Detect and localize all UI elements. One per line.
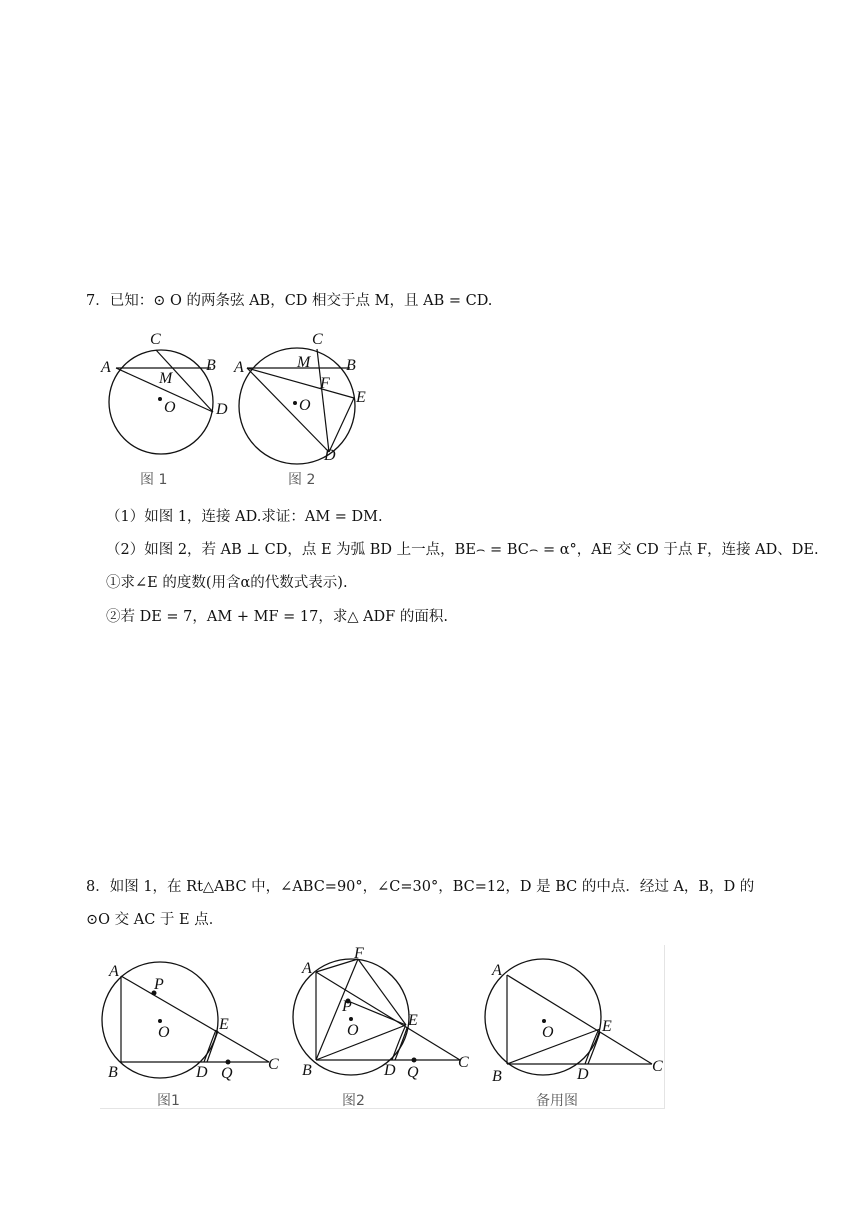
p8f3-label-O: O [542,1024,554,1041]
p8f1-label-C: C [268,1056,279,1073]
p8f2-label-C: C [458,1054,469,1071]
p8f3-label-B: B [492,1068,502,1085]
p8f1-label-A: A [109,963,119,980]
fig2-label-B: B [346,357,356,374]
p8f2-label-D: D [384,1062,396,1079]
problem7-sub1: ①求∠E 的度数(用含α的代数式表示). [106,575,348,591]
problem8-figure-3 [478,945,664,1108]
fig2-caption: 图 2 [288,472,316,488]
p8f1-label-E: E [219,1016,229,1033]
problem7-sub2: ②若 DE = 7，AM + MF = 17，求△ ADF 的面积. [106,609,448,625]
fig2-label-D: D [324,447,336,464]
p8f2-label-F: F [354,945,364,962]
problem7-stem: 7．已知：⊙ O 的两条弦 AB，CD 相交于点 M，且 AB = CD. [86,293,493,309]
p8f1-label-P: P [154,976,164,993]
p8f1-label-O: O [158,1024,170,1041]
problem7-part2: （2）如图 2，若 AB ⊥ CD，点 E 为弧 BD 上一点，BE⌢ = BC⌢ = α°，AE 交 CD 于点 F，连接 AD、DE. [106,542,819,558]
p8f2-label-B: B [302,1062,312,1079]
problem7-figure-2 [232,322,382,492]
fig1-label-B: B [206,357,216,374]
fig2-label-F: F [320,375,330,392]
p8f1-label-Q: Q [221,1065,233,1082]
p8f2-label-E: E [408,1012,418,1029]
problem7-figure-1 [96,322,236,492]
p8f3-caption: 备用图 [536,1093,578,1108]
fig1-caption: 图 1 [140,472,168,488]
fig2-label-M: M [297,354,311,371]
problem8-stem-line2: ⊙O 交 AC 于 E 点． [86,912,224,928]
p8f3-label-C: C [652,1058,663,1075]
p8f2-label-Q: Q [407,1064,419,1081]
fig1-label-A: A [101,359,111,376]
p8f3-label-A: A [492,962,502,979]
p8f1-label-B: B [108,1064,118,1081]
fig1-label-C: C [150,331,161,348]
fig2-label-O: O [299,397,311,414]
fig1-label-O: O [164,399,176,416]
p8f2-label-P: P [342,998,352,1015]
problem7-part1: （1）如图 1，连接 AD.求证：AM = DM. [106,509,383,525]
p8f1-caption: 图1 [157,1093,180,1108]
p8f3-label-E: E [602,1018,612,1035]
problem8-figure-1 [100,945,290,1108]
p8f3-label-D: D [577,1066,589,1083]
p8f1-label-D: D [196,1064,208,1081]
problem8-stem-line1: 8．如图 1，在 Rt△ABC 中，∠ABC=90°，∠C=30°，BC=12，D 是 BC 的中点．经过 A，B，D 的 [86,879,755,895]
fig1-label-M: M [159,370,173,387]
fig2-label-A: A [234,359,244,376]
fig1-label-D: D [216,401,228,418]
p8f2-label-A: A [302,960,312,977]
p8f2-label-O: O [347,1022,359,1039]
fig2-label-C: C [312,331,323,348]
p8f2-caption: 图2 [342,1093,365,1108]
fig2-label-E: E [356,389,366,406]
problem8-figure-2 [292,945,482,1108]
